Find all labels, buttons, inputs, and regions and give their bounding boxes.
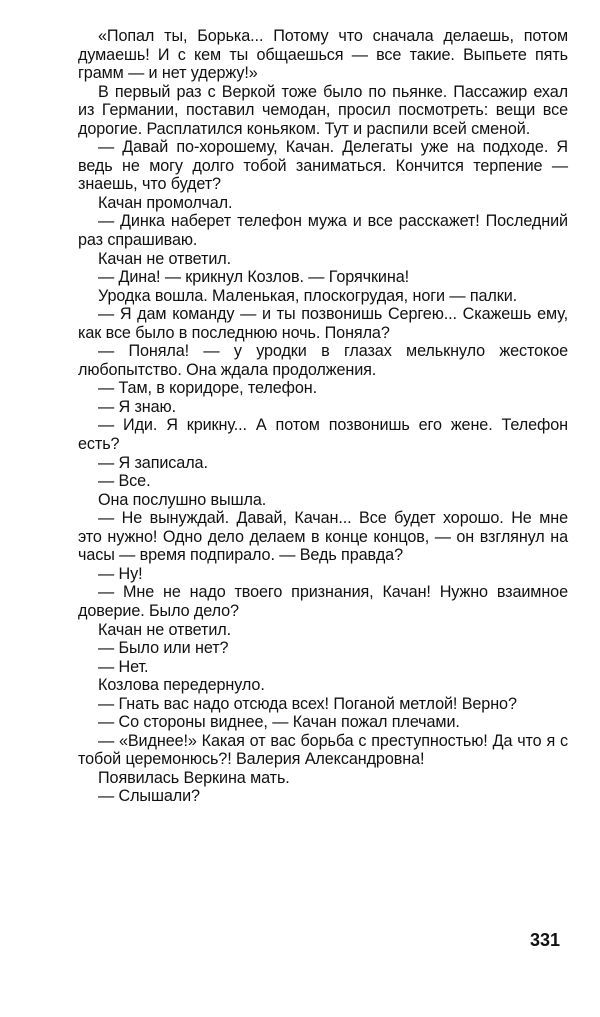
paragraph: «Попал ты, Борька... Потому что сначала делаешь, потом думаешь! И с кем ты общаешься — все такие. Выпьете пять грамм — и нет удержу!» [78, 27, 568, 83]
paragraph: — Я записала. [98, 453, 208, 472]
paragraph: — Со стороны виднее, — Качан пожал плечами. [98, 713, 460, 732]
paragraph: — Я дам команду — и ты позвонишь Сергею... Скажешь ему, как все было в последнюю ночь. Поняла? [78, 305, 568, 342]
paragraph: Уродка вошла. Маленькая, плоскогрудая, ноги — палки. [98, 286, 518, 305]
paragraph: — Нет. [98, 657, 149, 676]
paragraph: Появилась Веркина мать. [98, 768, 290, 787]
paragraph: — Иди. Я крикну... А потом позвонишь его жене. Телефон есть? [78, 416, 568, 454]
paragraph: Козлова передернуло. [98, 676, 265, 695]
paragraph: Она послушно вышла. [98, 490, 267, 509]
paragraph: — Мне не надо твоего признания, Качан! Нужно взаимное доверие. Было дело? [78, 583, 568, 620]
paragraph: — Все. [98, 472, 151, 491]
paragraph: — Я знаю. [98, 397, 176, 416]
page-text [78, 27, 568, 806]
paragraph: — Динка наберет телефон мужа и все расскажет! Последний раз спрашиваю. [78, 212, 568, 250]
paragraph: — Давай по-хорошему, Качан. Делегаты уже на подходе. Я ведь не могу долго тобой заниматься. Кончится терпение — знаешь, что будет? [78, 138, 568, 194]
paragraph: Качан промолчал. [98, 193, 233, 212]
paragraph: — Дина! — крикнул Козлов. — Горячкина! [98, 268, 410, 287]
paragraph: — Ну! [98, 564, 143, 583]
page-number: 331 [530, 930, 561, 950]
paragraph: Качан не ответил. [98, 620, 232, 639]
paragraph: Качан не ответил. [98, 249, 232, 268]
paragraph: — Там, в коридоре, телефон. [98, 379, 318, 398]
paragraph: — Слышали? [98, 787, 200, 806]
paragraph: — Не вынуждай. Давай, Качан... Все будет хорошо. Не мне это нужно! Одно дело делаем в конце концов, — он взглянул на часы — время подпирало. — Ведь правда? [78, 509, 568, 565]
paragraph: В первый раз с Веркой тоже было по пьянке. Пассажир ехал из Германии, поставил чемодан, просил посмотреть: вещи все дорогие. Расплатился коньяком. Тут и распили всей сменой. [78, 82, 568, 138]
paragraph: — «Виднее!» Какая от вас борьба с преступностью! Да что я с тобой церемонюсь?! Валерия Александровна! [78, 731, 568, 769]
paragraph: — Гнать вас надо отсюда всех! Поганой метлой! Верно? [98, 694, 517, 713]
paragraph: — Поняла! — у уродки в глазах мелькнуло жестокое любопытство. Она ждала продолжения. [78, 342, 568, 379]
paragraph: — Было или нет? [98, 639, 229, 658]
